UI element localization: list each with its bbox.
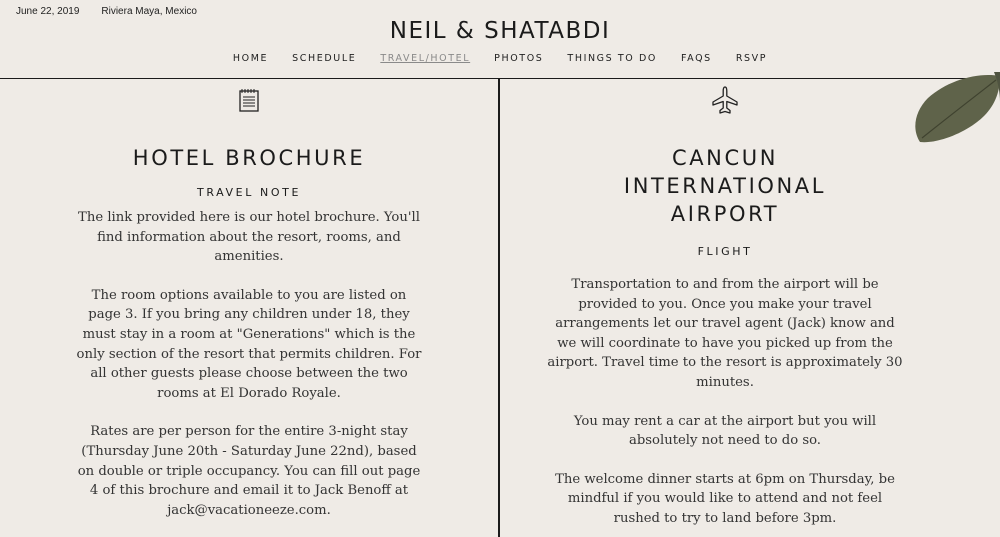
hotel-paragraph-2: The room options available to you are listed on page 3. If you bring any children under 18, they must stay in a room at "Generations" which is the only section of the resort that permits children. For all other guests please choose between the two rooms at El Dorado Royale. xyxy=(76,287,422,401)
hotel-brochure-heading: HOTEL BROCHURE xyxy=(132,146,366,170)
airport-section xyxy=(500,78,950,529)
airport-paragraph-2: You may rent a car at the airport but you will absolutely not need to do so. xyxy=(573,413,877,449)
airport-paragraph-3: The welcome dinner starts at 6pm on Thursday, be mindful if you would like to attend and not feel rushed to try to land before 3pm. xyxy=(555,471,895,526)
nav-item-photos[interactable]: PHOTOS xyxy=(494,53,544,64)
airport-heading-line-3: AIRPORT xyxy=(670,202,780,226)
airport-paragraph-1: Transportation to and from the airport will be provided to you. Once you make your travel arrangements let our travel agent (Jack) know and we will coordinate to have you picked up from the airport. Travel time to the resort is approximately 30 minutes. xyxy=(547,277,903,390)
hotel-brochure-section xyxy=(0,78,498,520)
nav-item-schedule[interactable]: SCHEDULE xyxy=(292,53,357,64)
travel-note-subheading: TRAVEL NOTE xyxy=(197,186,301,199)
main-nav xyxy=(0,53,1000,64)
nav-item-home[interactable]: HOME xyxy=(232,53,269,64)
hotel-paragraph-1: The link provided here is our hotel brochure. You'll find information about the resort, rooms, and amenities. xyxy=(78,210,420,265)
wedding-date: June 22, 2019 xyxy=(16,6,80,17)
airplane-icon xyxy=(710,85,740,115)
nav-item-faqs[interactable]: FAQS xyxy=(680,53,712,64)
airport-heading-line-1: CANCUN xyxy=(671,146,779,170)
nav-item-travel-hotel[interactable]: TRAVEL/HOTEL xyxy=(380,53,471,64)
flight-subheading: FLIGHT xyxy=(697,245,753,258)
site-title[interactable]: NEIL & SHATABDI xyxy=(389,18,611,44)
nav-item-rsvp[interactable]: RSVP xyxy=(735,53,768,64)
header-meta xyxy=(16,6,197,17)
airport-heading-line-2: INTERNATIONAL xyxy=(623,174,827,198)
nav-item-things-to-do[interactable]: THINGS TO DO xyxy=(567,53,657,64)
hotel-paragraph-3: Rates are per person for the entire 3-night stay (Thursday June 20th - Saturday June 22nd), based on double or triple occupancy. You can fill out page 4 of this brochure and email it to Jack Benoff at jack@vacationeeze.com. xyxy=(77,424,421,518)
notepad-icon xyxy=(238,88,260,112)
wedding-location: Riviera Maya, Mexico xyxy=(101,6,197,17)
